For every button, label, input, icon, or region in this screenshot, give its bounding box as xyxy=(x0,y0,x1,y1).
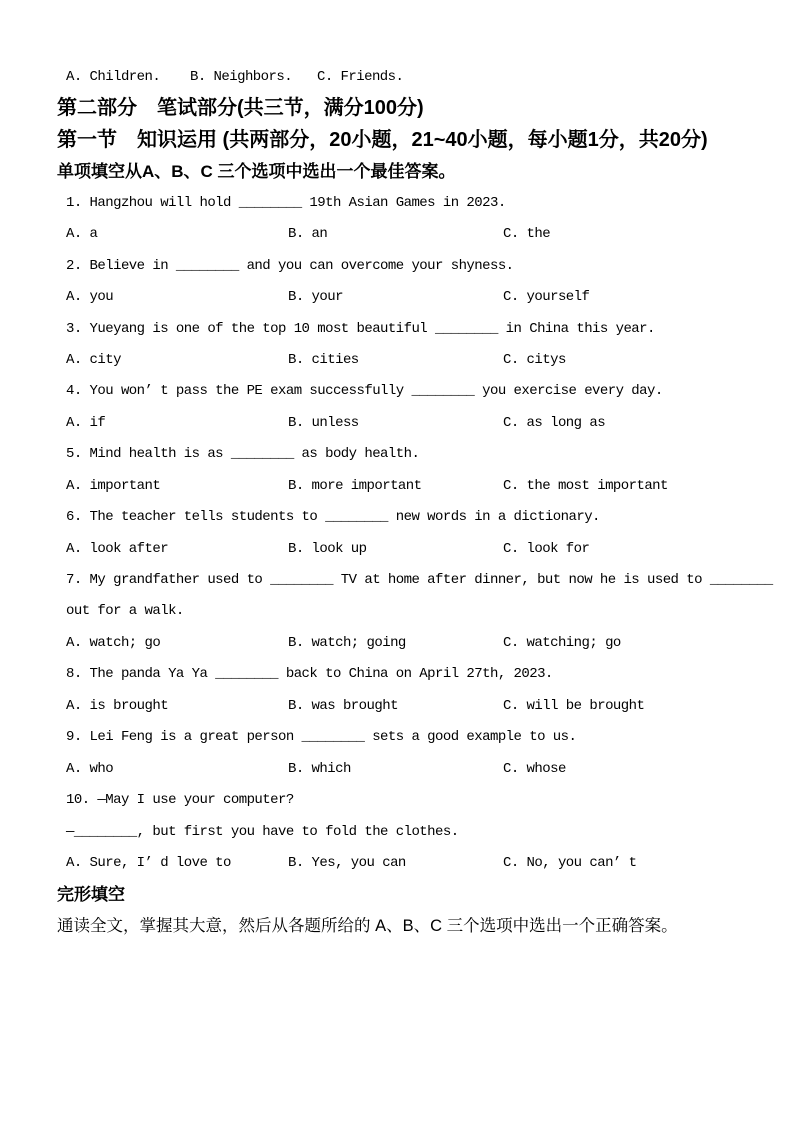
option-c: C. look for xyxy=(503,540,590,557)
option-a: A. watch; go xyxy=(66,634,161,651)
exam-page xyxy=(0,62,794,942)
question-10 xyxy=(0,785,794,879)
option-b: B. look up xyxy=(288,540,367,557)
question-text: 2. Believe in ________ and you can overcome your shyness. xyxy=(66,257,514,274)
question-9 xyxy=(0,722,794,785)
question-7 xyxy=(0,565,794,659)
question-text-continued: out for a walk. xyxy=(66,603,184,620)
option-a: A. if xyxy=(66,414,106,431)
question-5 xyxy=(0,439,794,502)
question-text: 10. —May I use your computer? xyxy=(66,792,294,809)
section1-heading: 第一节 知识运用 (共两部分，20小题，21~40小题，每小题1分，共20分) xyxy=(57,128,708,151)
options-row xyxy=(66,691,794,722)
options-row xyxy=(66,848,794,879)
option-c: C. whose xyxy=(503,760,566,777)
question-8 xyxy=(0,659,794,722)
single-choice-instruction: 单项填空从A、B、C 三个选项中选出一个最佳答案。 xyxy=(57,162,456,182)
option-a: A. a xyxy=(66,226,98,243)
option-c: C. as long as xyxy=(503,414,606,431)
question-text: 6. The teacher tells students to ________ new words in a dictionary. xyxy=(66,509,600,526)
listening-options-row xyxy=(66,62,794,93)
question-text: 3. Yueyang is one of the top 10 most beautiful ________ in China this year. xyxy=(66,320,655,337)
option-b: B. which xyxy=(288,760,351,777)
option-a: A. Sure, I’ d love to xyxy=(66,854,231,871)
question-text: 9. Lei Feng is a great person ________ sets a good example to us. xyxy=(66,729,577,746)
option-c: C. the xyxy=(503,226,551,243)
question-text: 1. Hangzhou will hold ________ 19th Asian Games in 2023. xyxy=(66,194,506,211)
options-row xyxy=(66,219,794,250)
options-row xyxy=(66,471,794,502)
option-a: A. Children. xyxy=(66,69,161,85)
option-b: B. was brought xyxy=(288,697,398,714)
question-text: 7. My grandfather used to ________ TV at home after dinner, but now he is used to ________ xyxy=(66,572,773,588)
cloze-heading: 完形填空 xyxy=(57,885,125,905)
question-2 xyxy=(0,251,794,314)
question-1 xyxy=(0,188,794,251)
cloze-instruction: 通读全文，掌握其大意，然后从各题所给的 A、B、C 三个选项中选出一个正确答案。 xyxy=(57,916,678,935)
option-b: B. Yes, you can xyxy=(288,854,406,871)
option-b: B. Neighbors. xyxy=(190,69,293,85)
options-row xyxy=(66,345,794,376)
option-b: B. your xyxy=(288,289,343,306)
options-row xyxy=(66,408,794,439)
option-a: A. look after xyxy=(66,540,169,557)
option-c: C. will be brought xyxy=(503,697,645,714)
option-a: A. you xyxy=(66,289,114,306)
option-c: C. No, you can’ t xyxy=(503,854,637,871)
options-row xyxy=(66,628,794,659)
question-4 xyxy=(0,376,794,439)
option-a: A. is brought xyxy=(66,697,169,714)
option-c: C. Friends. xyxy=(317,69,404,85)
option-a: A. city xyxy=(66,351,121,368)
options-row xyxy=(66,282,794,313)
option-c: C. the most important xyxy=(503,477,668,494)
question-3 xyxy=(0,314,794,377)
option-c: C. yourself xyxy=(503,289,590,306)
question-text: 4. You won’ t pass the PE exam successfully ________ you exercise every day. xyxy=(66,383,663,400)
option-a: A. important xyxy=(66,477,161,494)
option-b: B. unless xyxy=(288,414,359,431)
question-6 xyxy=(0,502,794,565)
option-a: A. who xyxy=(66,760,114,777)
option-b: B. an xyxy=(288,226,328,243)
option-c: C. citys xyxy=(503,351,566,368)
options-row xyxy=(66,534,794,565)
question-text-continued: —________, but first you have to fold the clothes. xyxy=(66,823,459,840)
option-b: B. cities xyxy=(288,351,359,368)
option-b: B. more important xyxy=(288,477,422,494)
question-text: 5. Mind health is as ________ as body health. xyxy=(66,446,420,463)
option-b: B. watch; going xyxy=(288,634,406,651)
part2-heading: 第二部分 笔试部分(共三节，满分100分) xyxy=(57,97,424,120)
question-text: 8. The panda Ya Ya ________ back to China on April 27th, 2023. xyxy=(66,666,553,683)
options-row xyxy=(66,754,794,785)
option-c: C. watching; go xyxy=(503,634,621,651)
